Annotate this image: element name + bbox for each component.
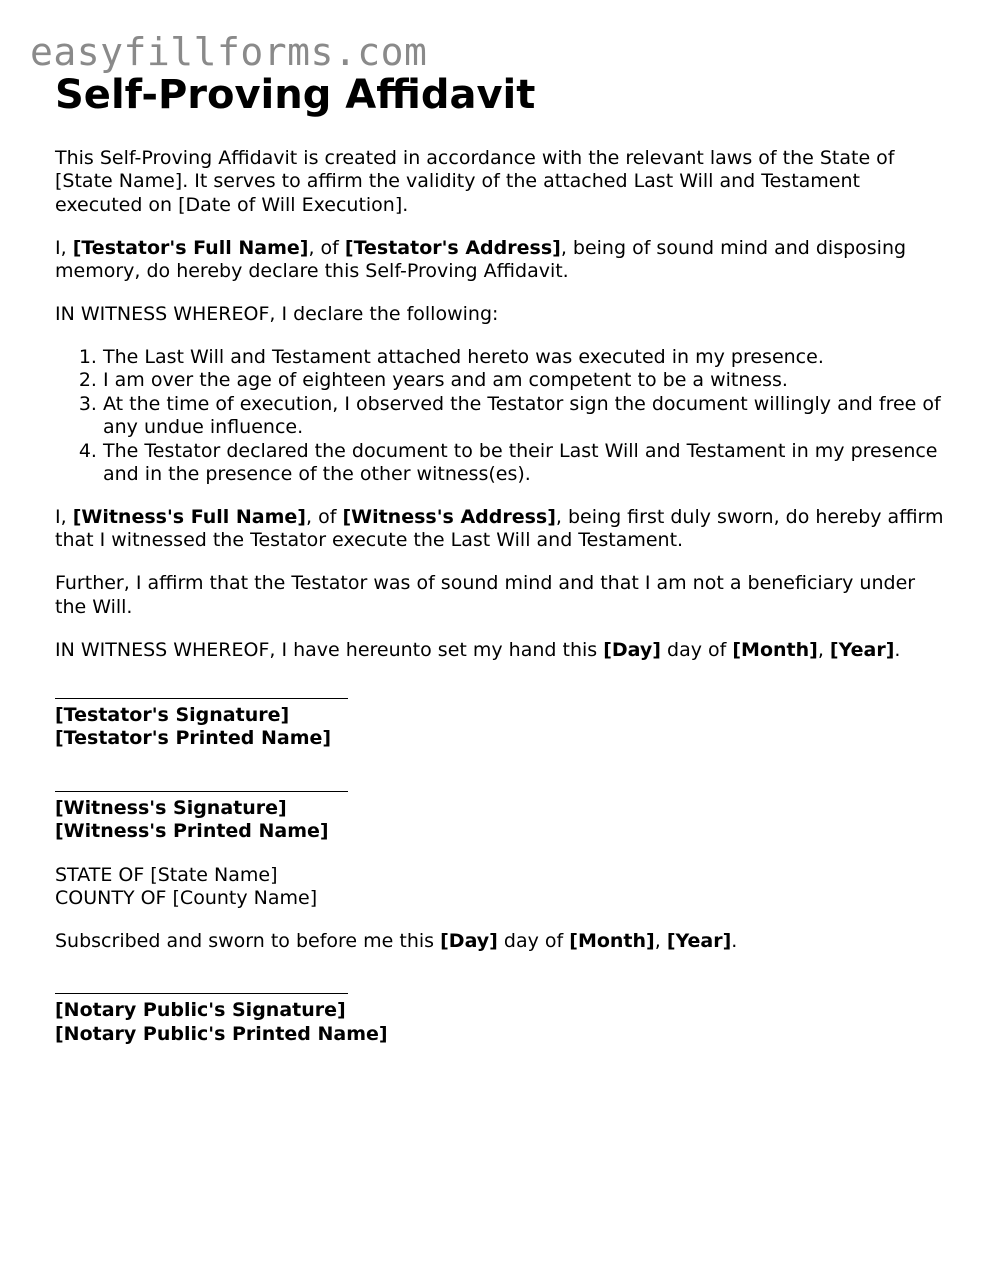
page-title: Self-Proving Affidavit bbox=[55, 72, 536, 118]
sworn-day-placeholder: [Day] bbox=[440, 929, 498, 952]
witness-address-placeholder: [Witness's Address] bbox=[342, 505, 556, 528]
hand-set-prefix: IN WITNESS WHEREOF, I have hereunto set my hand this bbox=[55, 638, 604, 661]
sworn-statement bbox=[55, 930, 945, 953]
hand-set-comma: , bbox=[817, 638, 830, 661]
list-item: 2. I am over the age of eighteen years and am competent to be a witness. bbox=[103, 369, 945, 392]
witness-signature-label: [Witness's Signature] bbox=[55, 796, 287, 819]
testator-signature-line[interactable] bbox=[55, 698, 348, 699]
testator-signature-label: [Testator's Signature] bbox=[55, 703, 290, 726]
hand-set-end: . bbox=[894, 638, 901, 661]
declaration-list bbox=[55, 346, 945, 486]
testator-declaration-prefix: I, bbox=[55, 236, 73, 259]
notary-signature-block bbox=[55, 993, 945, 1046]
watermark-logo: easyfillforms.com bbox=[30, 30, 428, 74]
list-item: 3. At the time of execution, I observed the Testator sign the document willingly and free of any undue influence. bbox=[103, 393, 945, 440]
month-placeholder: [Month] bbox=[732, 638, 818, 661]
sworn-year-placeholder: [Year] bbox=[666, 929, 732, 952]
testator-signature-block bbox=[55, 698, 945, 751]
notary-signature-label: [Notary Public's Signature] bbox=[55, 999, 346, 1022]
intro-paragraph: This Self-Proving Affidavit is created in accordance with the relevant laws of the State of [State Name]. It serves to affirm the validity of the attached Last Will and Testament executed on [Date of Will Execution]. bbox=[55, 147, 895, 216]
notary-signature-line[interactable] bbox=[55, 993, 348, 994]
sworn-day-of: day of bbox=[497, 929, 570, 952]
witness-declaration-suffix: , being first duly sworn, do hereby affirm that I witnessed the Testator execute the Last Will and Testament. bbox=[55, 505, 944, 552]
testator-printed-name-label: [Testator's Printed Name] bbox=[55, 727, 332, 750]
hand-set-statement bbox=[55, 639, 945, 662]
further-affirmation: Further, I affirm that the Testator was of sound mind and that I am not a beneficiary under the Will. bbox=[55, 572, 916, 618]
witness-declaration-prefix: I, bbox=[55, 505, 73, 528]
testator-declaration-middle: , of bbox=[308, 236, 345, 259]
witness-declaration-middle: , of bbox=[306, 505, 343, 528]
witness-name-placeholder: [Witness's Full Name] bbox=[72, 505, 306, 528]
testator-declaration-suffix: , being of sound mind and disposing memory, do hereby declare this Self-Proving Affidavit. bbox=[55, 236, 907, 283]
list-item: 1. The Last Will and Testament attached hereto was executed in my presence. bbox=[103, 346, 945, 369]
venue-state: STATE OF [State Name] bbox=[55, 863, 278, 886]
venue-county: COUNTY OF [County Name] bbox=[55, 886, 318, 909]
sworn-end: . bbox=[731, 929, 738, 952]
sworn-month-placeholder: [Month] bbox=[569, 929, 655, 952]
year-placeholder: [Year] bbox=[829, 638, 895, 661]
witness-declaration bbox=[55, 506, 945, 553]
list-item: 4. The Testator declared the document to be their Last Will and Testament in my presence and in the presence of the other witness(es). bbox=[103, 440, 945, 487]
hand-set-day-of: day of bbox=[660, 638, 733, 661]
witness-printed-name-label: [Witness's Printed Name] bbox=[55, 820, 329, 843]
witness-signature-block bbox=[55, 791, 945, 844]
notary-printed-name-label: [Notary Public's Printed Name] bbox=[55, 1022, 388, 1045]
sworn-prefix: Subscribed and sworn to before me this bbox=[55, 929, 441, 952]
document bbox=[55, 70, 945, 1066]
testator-declaration bbox=[55, 237, 945, 284]
testator-name-placeholder: [Testator's Full Name] bbox=[72, 236, 309, 259]
testator-address-placeholder: [Testator's Address] bbox=[344, 236, 561, 259]
sworn-comma: , bbox=[654, 929, 667, 952]
day-placeholder: [Day] bbox=[603, 638, 661, 661]
witness-signature-line[interactable] bbox=[55, 791, 348, 792]
witness-whereof-intro: IN WITNESS WHEREOF, I declare the following: bbox=[55, 303, 499, 326]
venue bbox=[55, 864, 945, 911]
